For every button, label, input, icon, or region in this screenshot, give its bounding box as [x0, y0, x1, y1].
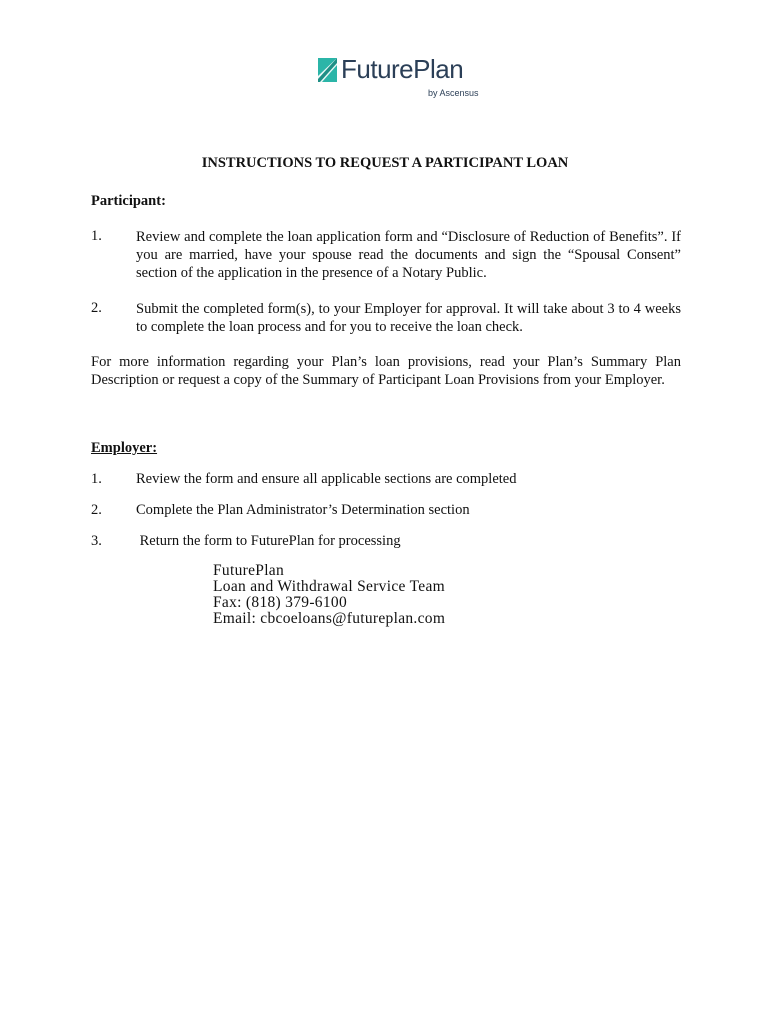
- employer-item-3-number: 3.: [91, 533, 102, 549]
- more-info-paragraph: For more information regarding your Plan’s loan provisions, read your Plan’s Summary Plan Description or request a copy of the Summary of Participant Loan Provisions from your Employer.: [91, 354, 681, 388]
- contact-fax: Fax: (818) 379-6100: [213, 594, 347, 611]
- page-title: INSTRUCTIONS TO REQUEST A PARTICIPANT LOAN: [201, 155, 569, 171]
- employer-item-2-text: Complete the Plan Administrator’s Determination section: [136, 502, 470, 518]
- participant-item-1-text: Review and complete the loan application form and “Disclosure of Reduction of Benefits”. If you are married, have your spouse read the documents and sign the “Spousal Consent” section of the application in the presence of a Notary Public.: [136, 229, 681, 281]
- contact-email: Email: cbcoeloans@futureplan.com: [213, 610, 446, 627]
- contact-team: Loan and Withdrawal Service Team: [213, 578, 445, 595]
- participant-item-1-number: 1.: [91, 228, 102, 244]
- employer-item-1-number: 1.: [91, 471, 102, 487]
- contact-block: [213, 563, 445, 627]
- employer-item-2-number: 2.: [91, 502, 102, 518]
- participant-heading: Participant:: [91, 193, 166, 209]
- contact-name: FuturePlan: [213, 562, 285, 579]
- employer-heading: Employer:: [91, 440, 158, 456]
- participant-item-2-number: 2.: [91, 300, 102, 316]
- futureplan-logo: [316, 56, 486, 100]
- futureplan-logo-mark-icon: [316, 56, 338, 84]
- logo-brand-text: FuturePlan: [341, 54, 464, 84]
- employer-item-1-text: Review the form and ensure all applicable sections are completed: [136, 471, 517, 487]
- employer-item-3-text: Return the form to FuturePlan for processing: [136, 533, 401, 549]
- logo-sub-text: by Ascensus: [428, 88, 479, 98]
- participant-item-2-text: Submit the completed form(s), to your Employer for approval. It will take about 3 to 4 weeks to complete the loan process and for you to receive the loan check.: [136, 301, 681, 335]
